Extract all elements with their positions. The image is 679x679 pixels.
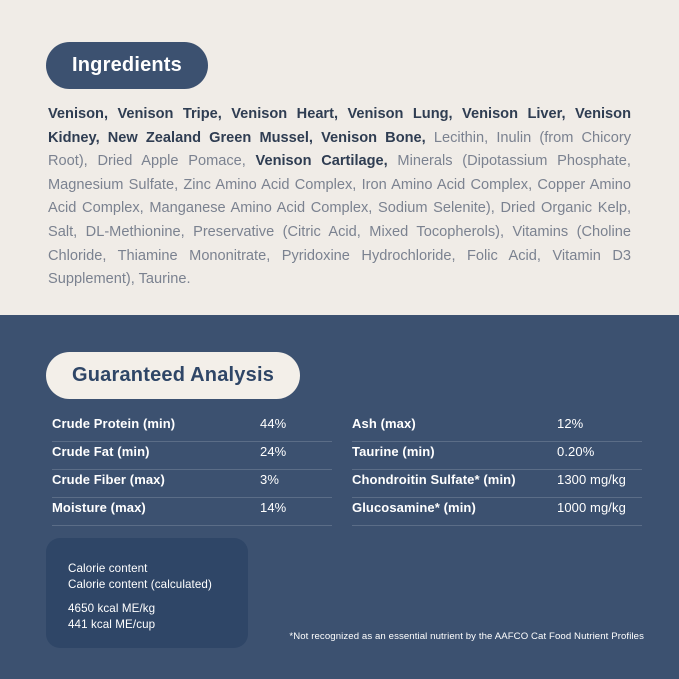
analysis-title: Guaranteed Analysis (46, 352, 300, 399)
calorie-content-box (46, 538, 248, 648)
table-row (352, 414, 642, 442)
table-row (52, 442, 332, 470)
row-label: Glucosamine* (min) (352, 500, 476, 515)
table-row (352, 498, 642, 526)
row-value: 1000 mg/kg (557, 500, 626, 515)
row-value: 3% (260, 472, 279, 487)
analysis-column-left (52, 414, 332, 526)
table-row (352, 442, 642, 470)
calorie-value-kg: 4650 kcal ME/kg (68, 602, 156, 615)
table-row (52, 498, 332, 526)
row-label: Crude Protein (min) (52, 416, 176, 431)
analysis-title-pill (46, 352, 300, 399)
ingredients-title: Ingredients (46, 42, 208, 89)
footnote: *Not recognized as an essential nutrient by the AAFCO Cat Food Nutrient Profiles (289, 631, 644, 642)
ingredients-segment-bold-1: Venison, Venison Tripe, Venison Heart, Venison Lung, Venison Liver, Venison Kidney, New Zealand Green Mussel, Venison Bone, (48, 106, 631, 146)
row-label: Chondroitin Sulfate* (min) (352, 472, 516, 487)
table-row (52, 470, 332, 498)
row-value: 14% (260, 500, 287, 515)
table-row (352, 470, 642, 498)
calorie-value-cup: 441 kcal ME/cup (68, 617, 156, 631)
row-label: Moisture (max) (52, 500, 146, 515)
ingredients-segment-4: Minerals (Dipotassium Phosphate, Magnesium Sulfate, Zinc Amino Acid Complex, Iron Amino Acid Complex, Copper Amino Acid Complex, Manganese Amino Acid Complex, Sodium Selenite), Dried Organic Kelp, Salt, DL-Methionine, Preservative (Citric Acid, Mixed Tocopherols), Vitamins (Choline Chloride, Thiamine Mononitrate, Pyridoxine Hydrochloride, Folic Acid, Vitamin D3 Supplement), Taurine. (48, 153, 631, 288)
ingredients-title-pill (46, 42, 208, 89)
row-label: Ash (max) (352, 416, 416, 431)
table-row (52, 414, 332, 442)
ingredients-body (48, 103, 631, 292)
calorie-label-1: Calorie content (68, 562, 148, 575)
row-value: 0.20% (557, 444, 595, 459)
row-value: 12% (557, 416, 584, 431)
ingredients-section (0, 0, 679, 315)
row-label: Crude Fat (min) (52, 444, 150, 459)
row-value: 44% (260, 416, 287, 431)
calorie-spacer (68, 592, 248, 601)
calorie-label-2: Calorie content (calculated) (68, 577, 212, 591)
row-value: 24% (260, 444, 287, 459)
row-value: 1300 mg/kg (557, 472, 626, 487)
ingredients-segment-bold-3: Venison Cartilage, (255, 153, 388, 170)
ingredients-segment-2: Lecithin, Inulin (from Chicory Root), Dried Apple Pomace, (48, 129, 631, 170)
row-label: Crude Fiber (max) (52, 472, 165, 487)
analysis-column-right (352, 414, 642, 526)
row-label: Taurine (min) (352, 444, 435, 459)
